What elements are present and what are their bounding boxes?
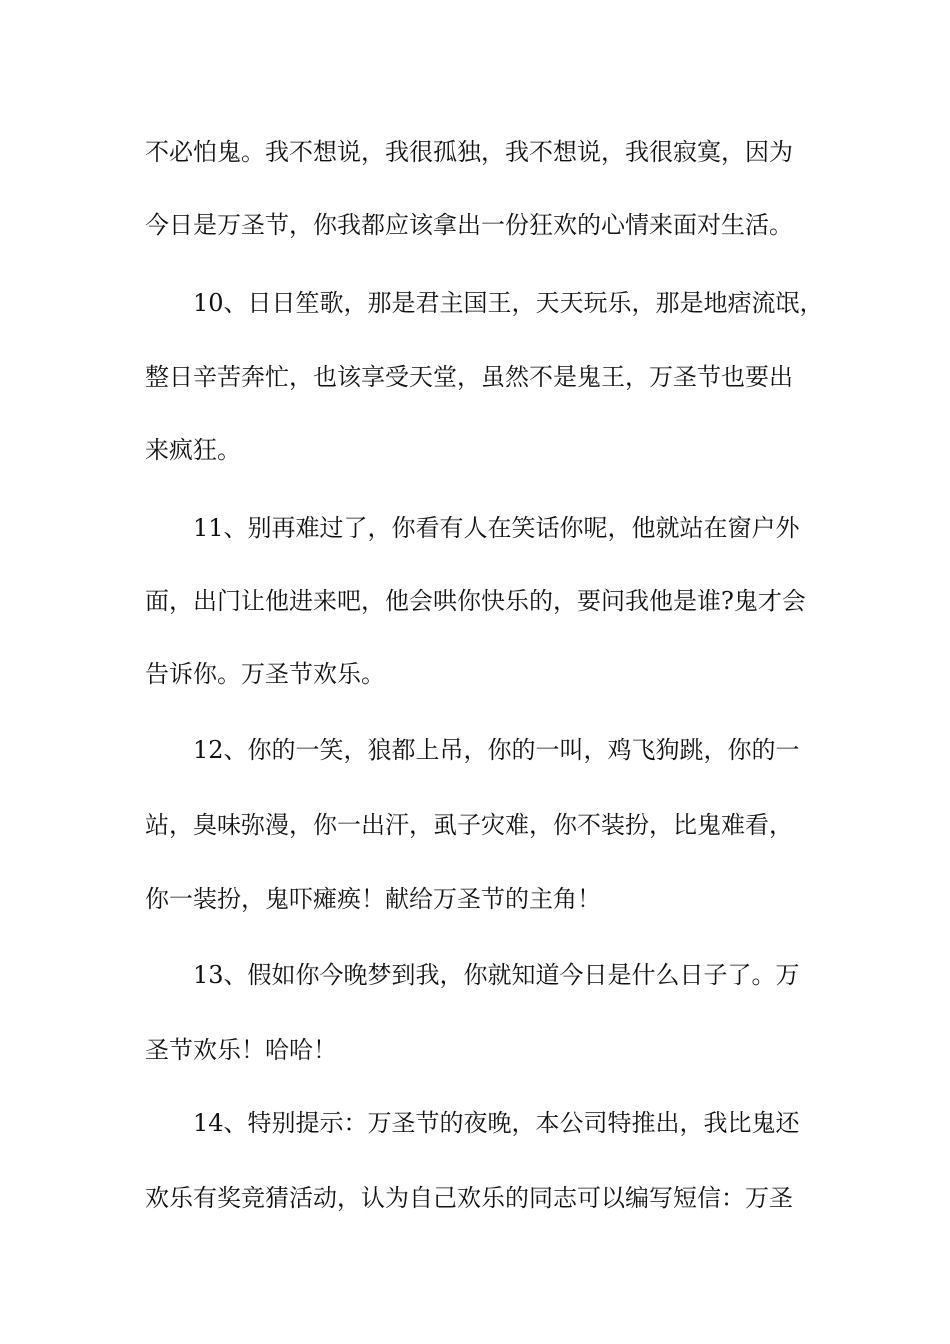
paragraph-12-start: 12、你的一笑，狼都上吊，你的一叫，鸡飞狗跳，你的一 (193, 736, 800, 764)
paragraph-10-start: 10、日日笙歌，那是君主国王，天天玩乐，那是地痞流氓， (193, 289, 824, 317)
text-line: 欢乐有奖竞猜活动，认为自己欢乐的同志可以编写短信：万圣 (145, 1184, 793, 1212)
paragraph-14-start: 14、特别提示：万圣节的夜晚，本公司特推出，我比鬼还 (193, 1109, 800, 1137)
text-line: 你一装扮，鬼吓瘫痪！献给万圣节的主角！ (145, 885, 601, 913)
paragraph-11-start: 11、别再难过了，你看有人在笑话你呢，他就站在窗户外 (193, 514, 800, 542)
text-line: 整日辛苦奔忙，也该享受天堂，虽然不是鬼王，万圣节也要出 (145, 363, 793, 391)
text-line: 面，出门让他进来吧，他会哄你快乐的，要问我他是谁?鬼才会 (145, 587, 806, 615)
paragraph-13-start: 13、假如你今晚梦到我，你就知道今日是什么日子了。万 (193, 961, 800, 989)
text-line: 圣节欢乐！哈哈！ (145, 1036, 337, 1064)
text-line: 今日是万圣节，你我都应该拿出一份狂欢的心情来面对生活。 (145, 211, 793, 239)
text-line: 来疯狂。 (145, 436, 241, 464)
text-line: 告诉你。万圣节欢乐。 (145, 660, 385, 688)
text-line: 站，臭味弥漫，你一出汗，虱子灾难，你不装扮，比鬼难看， (145, 811, 793, 839)
text-line: 不必怕鬼。我不想说，我很孤独，我不想说，我很寂寞，因为 (145, 138, 793, 166)
